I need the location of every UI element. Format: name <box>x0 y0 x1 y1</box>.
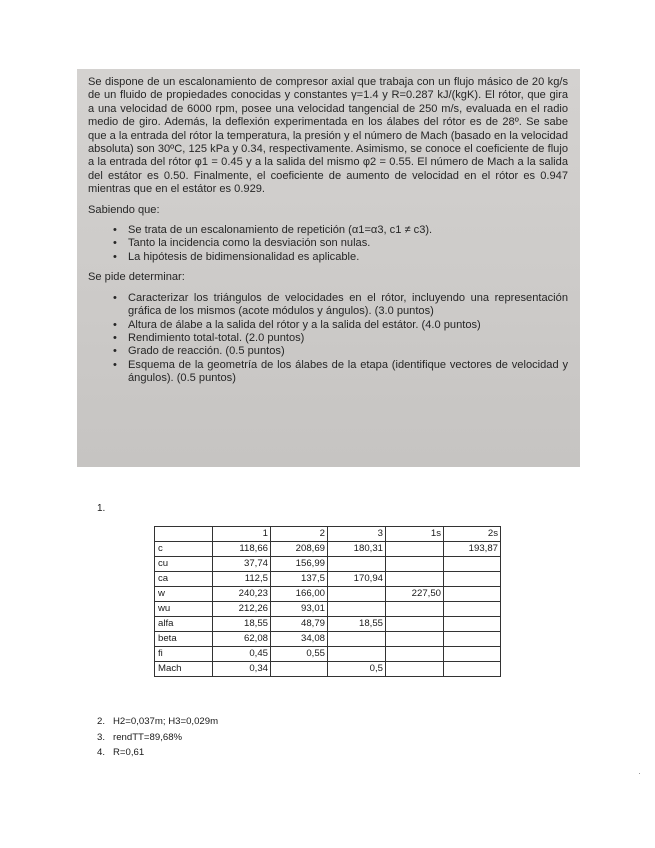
table-header-cell: 1s <box>386 527 444 542</box>
table-row <box>155 587 501 602</box>
table-cell <box>386 647 444 662</box>
table-cell <box>386 557 444 572</box>
table-header-cell: 3 <box>328 527 386 542</box>
table-cell: 170,94 <box>328 572 386 587</box>
table-cell <box>444 647 501 662</box>
table-row <box>155 602 501 617</box>
stray-mark <box>639 773 640 774</box>
table-header-cell: 1 <box>213 527 271 542</box>
table-cell <box>328 632 386 647</box>
table-cell: 18,55 <box>213 617 271 632</box>
table-row <box>155 617 501 632</box>
table-cell: alfa <box>155 617 213 632</box>
table-cell: 240,23 <box>213 587 271 602</box>
table-cell: 34,08 <box>271 632 328 647</box>
known-item: • La hipótesis de bidimensionalidad es aplicable. <box>128 251 568 264</box>
table-header-row <box>155 527 501 542</box>
table-row <box>155 557 501 572</box>
table-cell <box>328 602 386 617</box>
table-header-cell: 2 <box>271 527 328 542</box>
table-cell: beta <box>155 632 213 647</box>
answer-number: 4. <box>97 747 106 758</box>
table-cell <box>444 662 501 677</box>
table-cell <box>328 557 386 572</box>
table-cell: 18,55 <box>328 617 386 632</box>
answer-number: 2. <box>97 716 106 727</box>
answers-list <box>97 714 218 761</box>
known-heading: Sabiendo que: <box>88 203 160 216</box>
ask-item: • Altura de álabe a la salida del rótor y a la salida del estátor. (4.0 puntos) <box>128 319 568 332</box>
answer-text: R=0,61 <box>113 747 145 758</box>
table-header-cell <box>155 527 213 542</box>
table-cell <box>386 542 444 557</box>
ask-list <box>88 292 568 386</box>
table-cell <box>444 617 501 632</box>
ask-item: • Rendimiento total-total. (2.0 puntos) <box>128 332 568 345</box>
table-cell <box>328 587 386 602</box>
known-item: • Tanto la incidencia como la desviación son nulas. <box>128 237 568 250</box>
table-cell: cu <box>155 557 213 572</box>
table-row <box>155 632 501 647</box>
table-cell: 208,69 <box>271 542 328 557</box>
table-cell <box>444 632 501 647</box>
table-cell <box>444 587 501 602</box>
table-cell: 0,55 <box>271 647 328 662</box>
answer-text: rendTT=89,68% <box>113 731 183 743</box>
table-cell: 0,34 <box>213 662 271 677</box>
known-item: • Se trata de un escalonamiento de repetición (α1=α3, c1 ≠ c3). <box>128 224 568 237</box>
ask-item: • Caracterizar los triángulos de velocidades en el rótor, incluyendo una representación gráfica de los mismos (acote módulos y ángulos). (3.0 puntos) <box>128 292 568 319</box>
table-cell <box>386 662 444 677</box>
table-cell: wu <box>155 602 213 617</box>
answer-item <box>97 714 218 730</box>
problem-intro: Se dispone de un escalonamiento de compresor axial que trabaja con un flujo másico de 20 kg/s de un fluido de propiedades conocidas y constantes γ=1.4 y R=0.287 kJ/(kgK). El rótor, que gira a una velocidad de 6000 rpm, posee una velocidad tangencial de 250 m/s, evaluada en el radio medio de giro. Además, la deflexión experimentada en los álabes del rótor es de 28º. Se sabe que a la entrada del rótor la temperatura, la presión y el número de Mach (basado en la velocidad absoluta) son 30ºC, 125 kPa y 0.34, respectivamente. Asimismo, se conoce el coeficiente de flujo a la entrada del rótor φ1 = 0.45 y a la salida del mismo φ2 = 0.55. El número de Mach a la salida del estátor es 0.50. Finalmente, el coeficiente de aumento de velocidad en el rótor es 0.947 mientras que en el estátor es 0.929. <box>88 76 568 196</box>
table-row <box>155 542 501 557</box>
table-cell <box>386 617 444 632</box>
table-cell <box>328 647 386 662</box>
table-cell: 0,5 <box>328 662 386 677</box>
table-cell: 93,01 <box>271 602 328 617</box>
answer-number: 3. <box>97 731 106 743</box>
results-table <box>154 526 501 677</box>
table-cell: 137,5 <box>271 572 328 587</box>
table-cell: 193,87 <box>444 542 501 557</box>
table-cell: 212,26 <box>213 602 271 617</box>
table-cell: 112,5 <box>213 572 271 587</box>
ask-item: • Grado de reacción. (0.5 puntos) <box>128 345 568 358</box>
table-row <box>155 647 501 662</box>
table-header-cell: 2s <box>444 527 501 542</box>
table-cell: 180,31 <box>328 542 386 557</box>
table-cell <box>386 602 444 617</box>
table-cell <box>444 572 501 587</box>
table-cell: fi <box>155 647 213 662</box>
table-cell: 62,08 <box>213 632 271 647</box>
table-cell: ca <box>155 572 213 587</box>
table-cell <box>444 602 501 617</box>
table-cell: c <box>155 542 213 557</box>
table-row <box>155 662 501 677</box>
table-cell <box>386 572 444 587</box>
table-cell: 227,50 <box>386 587 444 602</box>
table-cell: 37,74 <box>213 557 271 572</box>
table-cell: 0,45 <box>213 647 271 662</box>
table-cell: 166,00 <box>271 587 328 602</box>
answer-item <box>97 745 218 761</box>
table-cell: 48,79 <box>271 617 328 632</box>
known-list <box>88 224 568 264</box>
answer-item <box>97 730 218 746</box>
table-cell: w <box>155 587 213 602</box>
table-cell <box>444 557 501 572</box>
table-cell: Mach <box>155 662 213 677</box>
answer-1-label: 1. <box>97 503 106 514</box>
table-cell <box>271 662 328 677</box>
answer-text: H2=0,037m; H3=0,029m <box>113 716 219 727</box>
problem-statement-photo <box>77 69 580 467</box>
ask-heading: Se pide determinar: <box>88 271 185 284</box>
ask-item: • Esquema de la geometría de los álabes de la etapa (identifique vectores de velocidad y ángulos). (0.5 puntos) <box>128 359 568 386</box>
table-row <box>155 572 501 587</box>
table-cell <box>386 632 444 647</box>
table-cell: 156,99 <box>271 557 328 572</box>
table-cell: 118,66 <box>213 542 271 557</box>
